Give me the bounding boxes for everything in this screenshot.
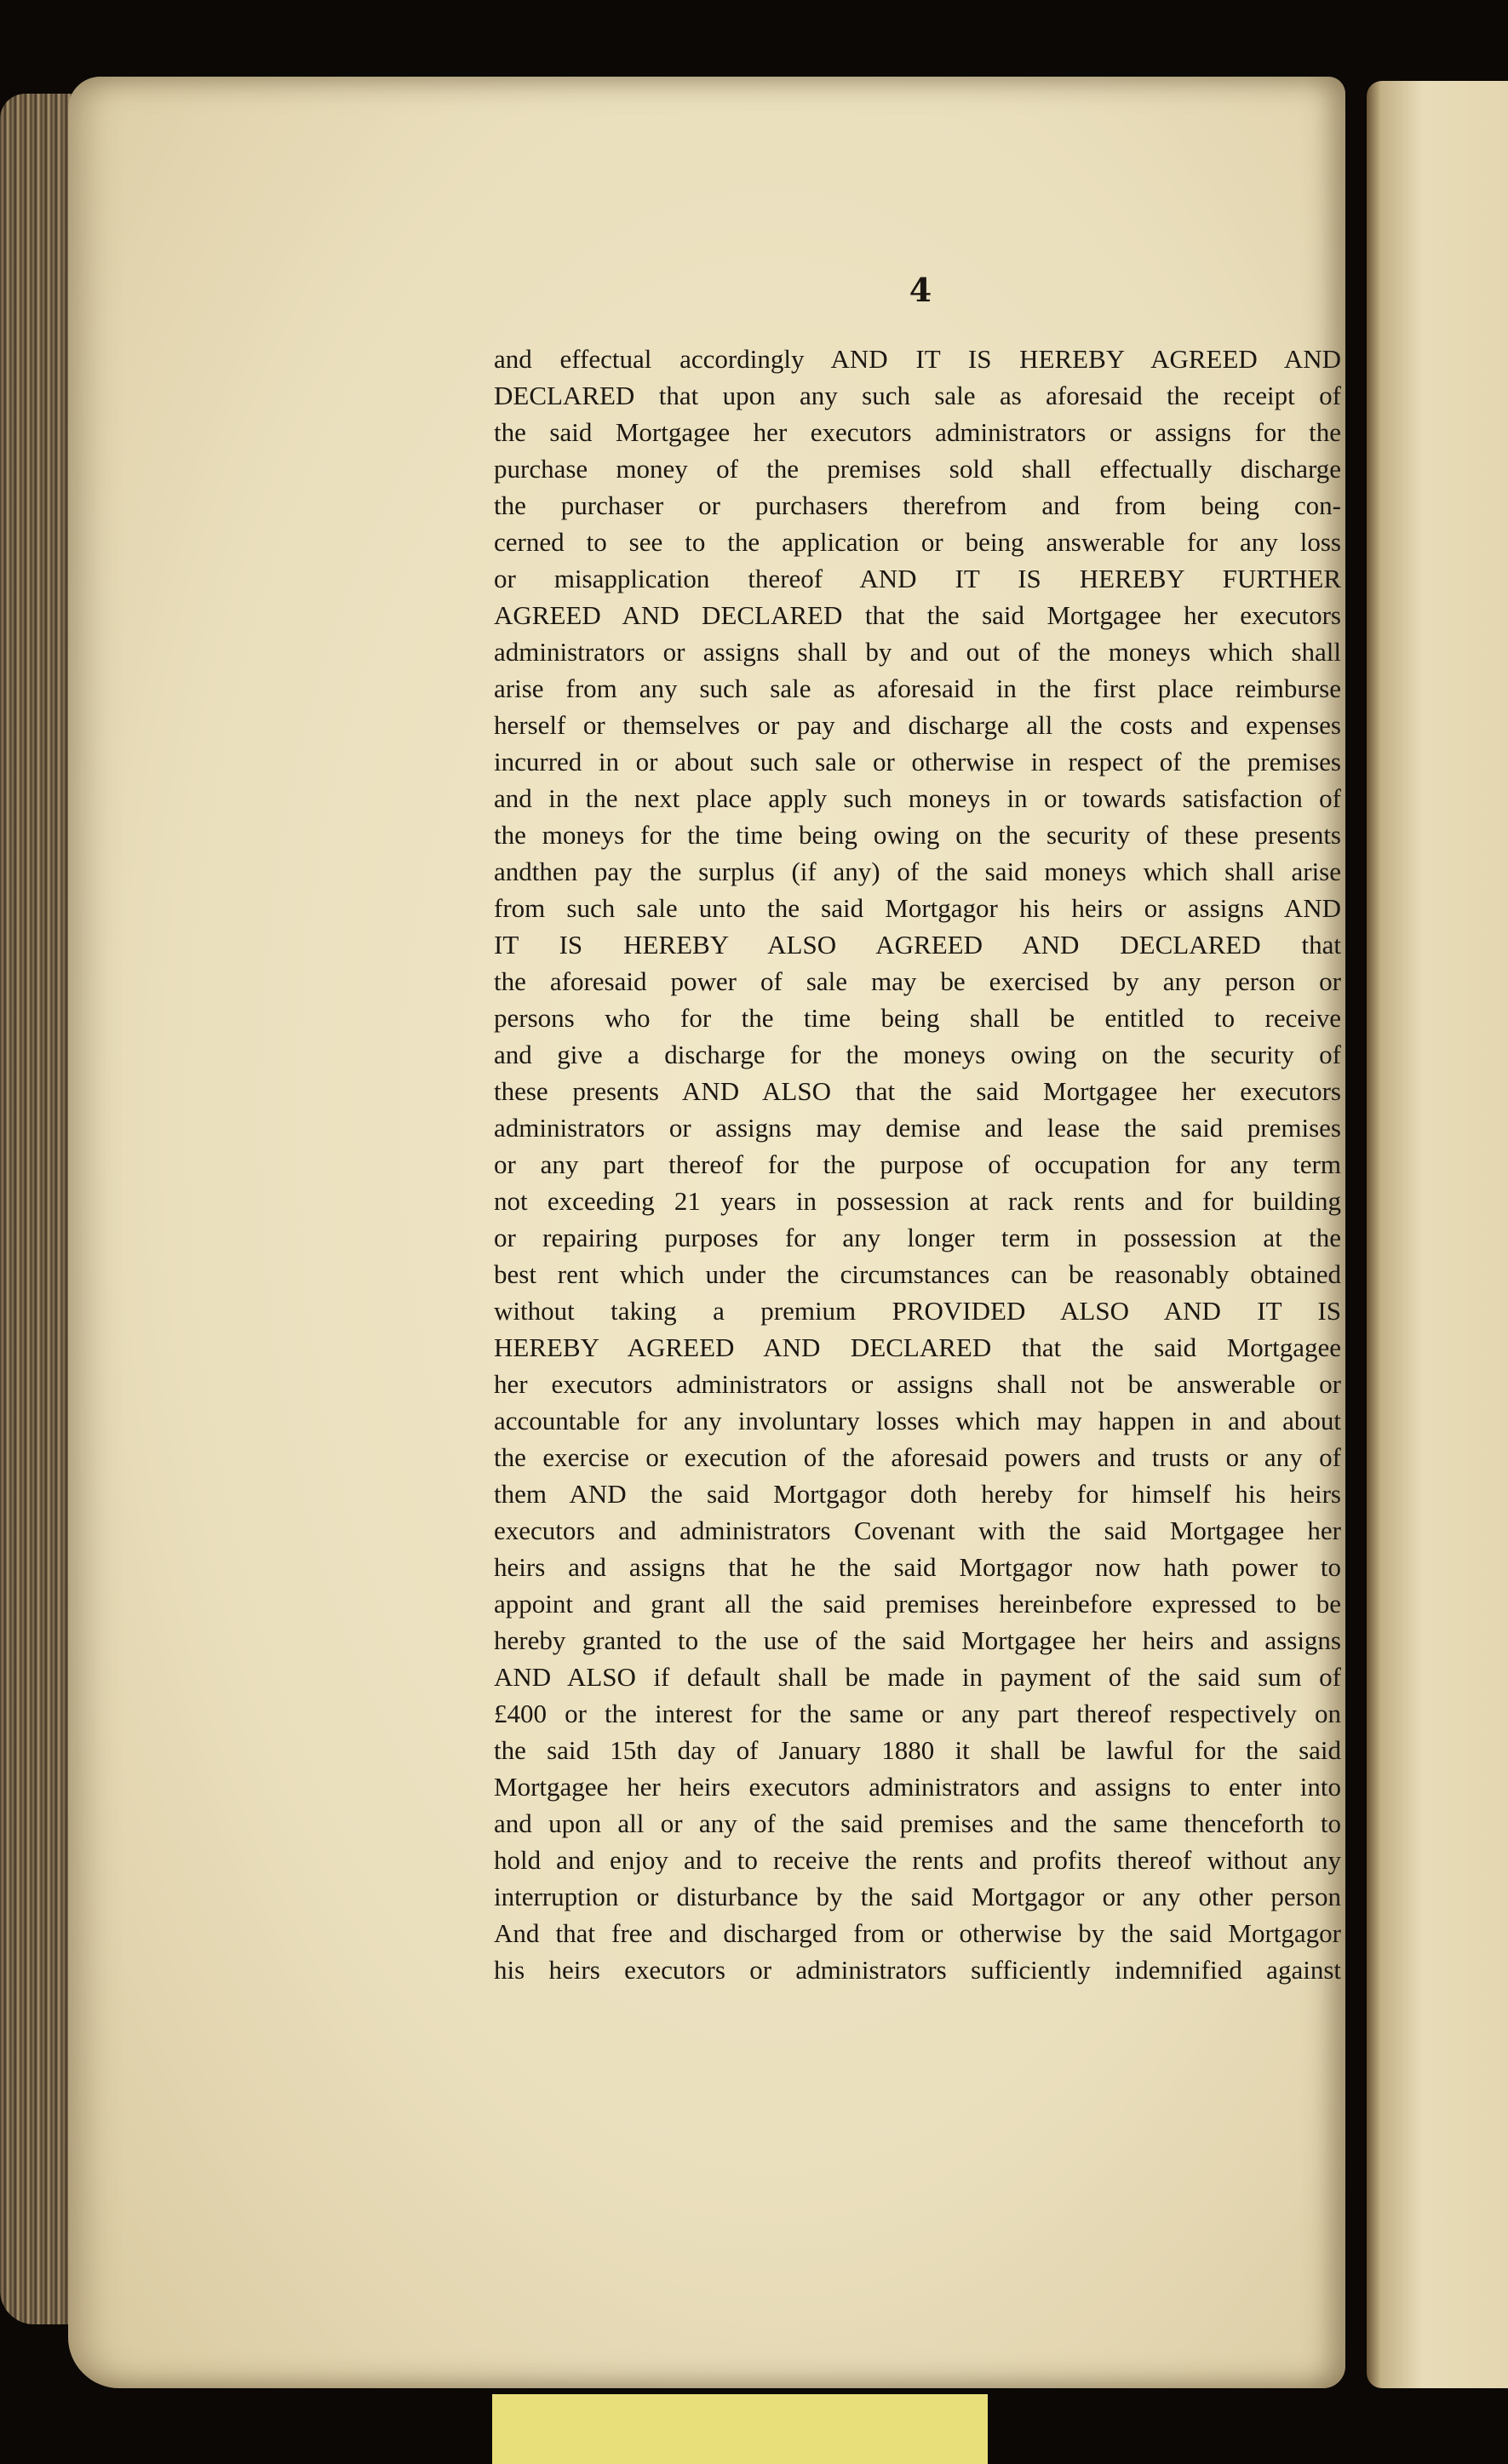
- text-line: DECLARED that upon any such sale as aforesaid the receipt of: [494, 381, 1341, 410]
- text-line: persons who for the time being shall be entitled to receive: [494, 1003, 1341, 1033]
- text-line: hold and enjoy and to receive the rents and profits thereof without any: [494, 1845, 1341, 1875]
- text-line: herself or themselves or pay and discharge all the costs and expenses: [494, 710, 1341, 740]
- text-line: appoint and grant all the said premises hereinbefore expressed to be: [494, 1589, 1341, 1619]
- text-line: these presents AND ALSO that the said Mortgagee her executors: [494, 1076, 1341, 1106]
- text-line: and upon all or any of the said premises and the same thenceforth to: [494, 1808, 1341, 1838]
- text-line: and give a discharge for the moneys owing on the security of: [494, 1040, 1341, 1069]
- facing-page-edge: [1367, 81, 1508, 2388]
- text-line: AGREED AND DECLARED that the said Mortgagee her executors: [494, 600, 1341, 630]
- text-line: or any part thereof for the purpose of occupation for any term: [494, 1149, 1341, 1179]
- text-line: executors and administrators Covenant with the said Mortgagee her: [494, 1516, 1341, 1545]
- text-line: or repairing purposes for any longer term in possession at the: [494, 1223, 1341, 1252]
- text-line: his heirs executors or administrators sufficiently indemnified against: [494, 1955, 1341, 1985]
- text-line: or misapplication thereof AND IT IS HEREBY FURTHER: [494, 564, 1341, 593]
- text-line: her executors administrators or assigns shall not be answerable or: [494, 1369, 1341, 1399]
- text-line: best rent which under the circumstances can be reasonably obtained: [494, 1259, 1341, 1289]
- paper-tab: [492, 2394, 988, 2464]
- text-line: the aforesaid power of sale may be exercised by any person or: [494, 966, 1341, 996]
- text-line: AND ALSO if default shall be made in payment of the said sum of: [494, 1662, 1341, 1692]
- text-line: IT IS HEREBY ALSO AGREED AND DECLARED that: [494, 930, 1341, 960]
- text-line: without taking a premium PROVIDED ALSO AND IT IS: [494, 1296, 1341, 1326]
- text-line: and effectual accordingly AND IT IS HEREBY AGREED AND: [494, 344, 1341, 374]
- text-line: andthen pay the surplus (if any) of the said moneys which shall arise: [494, 857, 1341, 886]
- text-line: the purchaser or purchasers therefrom and from being con-: [494, 490, 1341, 520]
- text-line: arise from any such sale as aforesaid in the first place reimburse: [494, 673, 1341, 703]
- text-line: hereby granted to the use of the said Mortgagee her heirs and assigns: [494, 1625, 1341, 1655]
- text-line: the exercise or execution of the aforesaid powers and trusts or any of: [494, 1442, 1341, 1472]
- text-line: purchase money of the premises sold shall effectually discharge: [494, 454, 1341, 484]
- text-line: incurred in or about such sale or otherwise in respect of the premises: [494, 747, 1341, 776]
- text-line: them AND the said Mortgagor doth hereby for himself his heirs: [494, 1479, 1341, 1509]
- text-line: the said Mortgagee her executors administrators or assigns for the: [494, 417, 1341, 447]
- text-line: administrators or assigns shall by and out of the moneys which shall: [494, 637, 1341, 667]
- text-line: And that free and discharged from or otherwise by the said Mortgagor: [494, 1918, 1341, 1948]
- text-line: accountable for any involuntary losses which may happen in and about: [494, 1406, 1341, 1435]
- text-line: interruption or disturbance by the said Mortgagor or any other person: [494, 1882, 1341, 1911]
- text-line: heirs and assigns that he the said Mortgagor now hath power to: [494, 1552, 1341, 1582]
- text-line: Mortgagee her heirs executors administrators and assigns to enter into: [494, 1772, 1341, 1802]
- text-line: not exceeding 21 years in possession at rack rents and for building: [494, 1186, 1341, 1216]
- text-line: cerned to see to the application or being answerable for any loss: [494, 527, 1341, 557]
- text-line: and in the next place apply such moneys in or towards satisfaction of: [494, 783, 1341, 813]
- show-through-text: [238, 358, 528, 2018]
- text-line: the said 15th day of January 1880 it shall be lawful for the said: [494, 1735, 1341, 1765]
- text-line: administrators or assigns may demise and lease the said premises: [494, 1113, 1341, 1143]
- body-text: [494, 341, 1341, 1988]
- text-line: the moneys for the time being owing on the security of these presents: [494, 820, 1341, 850]
- text-line: £400 or the interest for the same or any part thereof respectively on: [494, 1699, 1341, 1728]
- text-line: HEREBY AGREED AND DECLARED that the said Mortgagee: [494, 1332, 1341, 1362]
- page-number: 4: [909, 271, 932, 309]
- text-line: from such sale unto the said Mortgagor his heirs or assigns AND: [494, 893, 1341, 923]
